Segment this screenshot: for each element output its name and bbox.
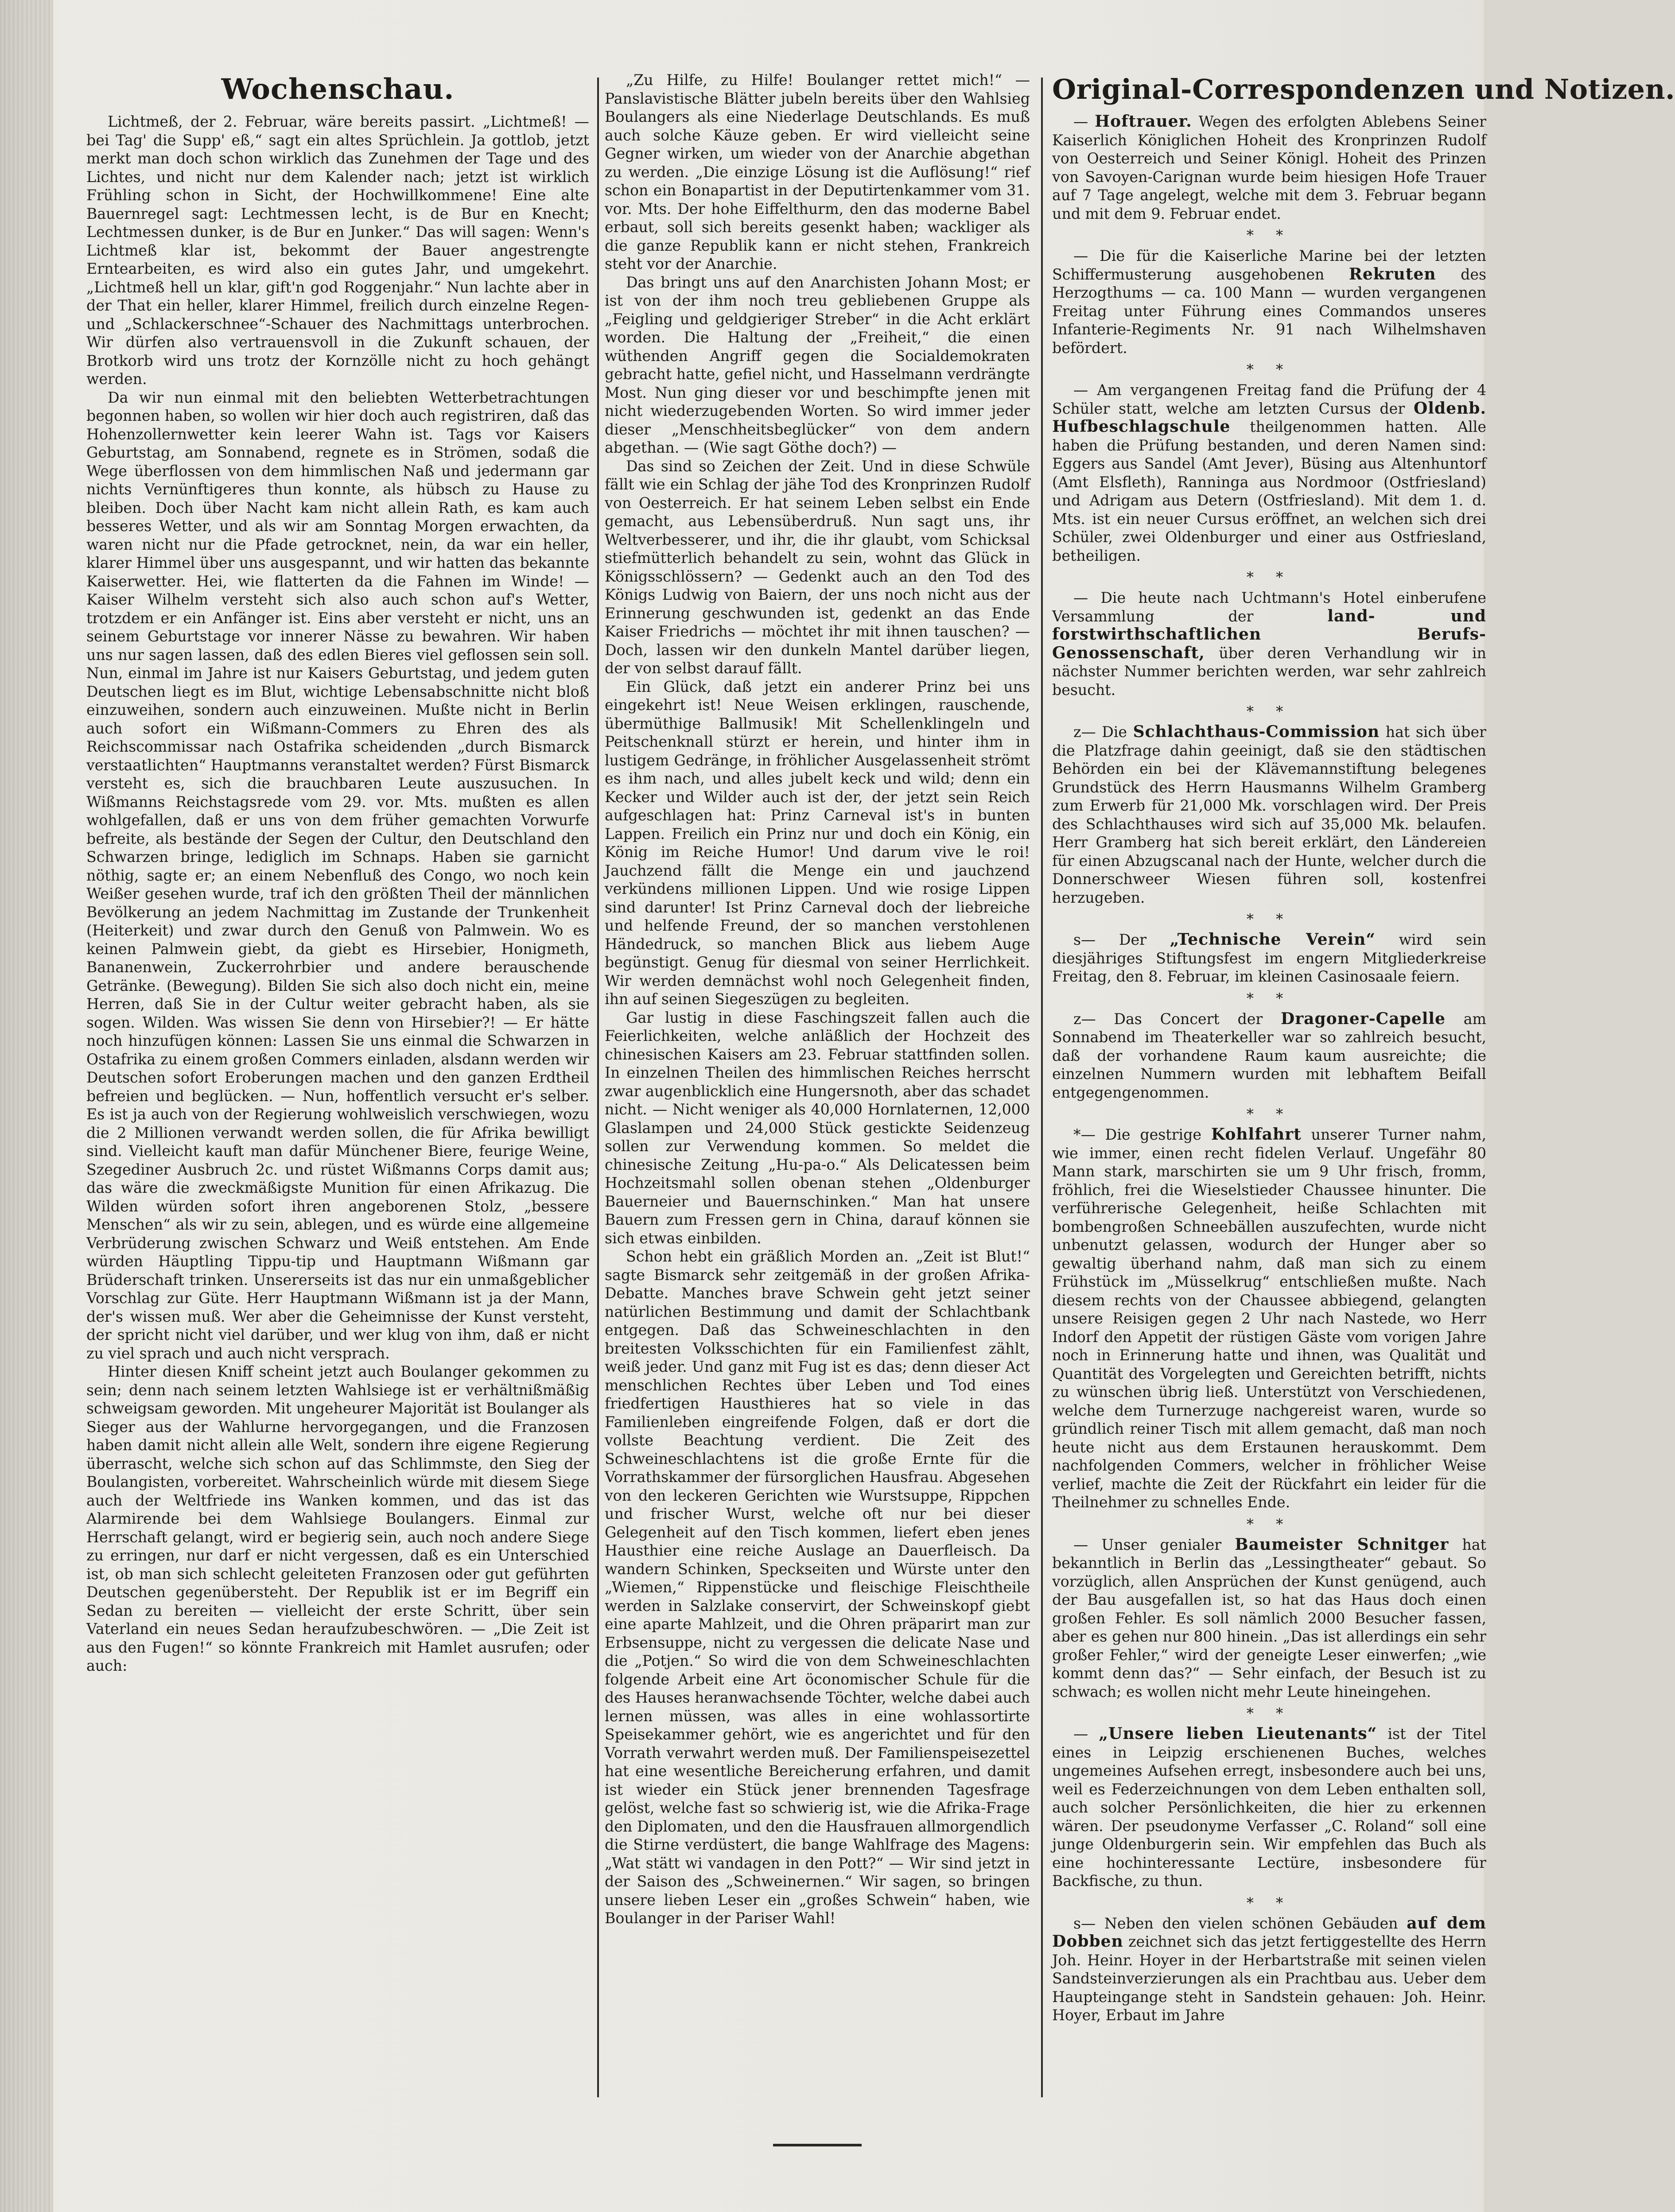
article-paragraph: Das bringt uns auf den Anarchisten Johann Most; er ist von der ihm noch treu gebliebenen Gruppe als „Feigling und geldgieriger Streber“ in die Acht erklärt worden. Die Haltung der „Freiheit,“ die einen wüthenden Angriff gegen die Socialdemokraten gebracht hatte, gefiel nicht, und Hasselmann verdrängte Most. Nun ging dieser vor und beschimpfte jenen mit nicht wiederzugebenden Worten. So wird immer jeder dieser „Menschheitsbeglücker“ von dem andern abgethan. — (Wie sagt Göthe doch?) — xyxy=(605,273,1030,456)
article-paragraph: Lichtmeß, der 2. Februar, wäre bereits passirt. „Lichtmeß! — bei Tag' die Supp' eß,“ sagt ein altes Sprüchlein. Ja gottlob, jetzt merkt man doch schon wirklich das Zunehmen der Tage und des Lichtes, und nicht nur dem Kalender nach; jetzt ist wirklich Frühling schon in Sicht, der Hochwillkommene! Eine alte Bauernregel sagt: Lechtmessen lecht, is de Bur en Knecht; Lechtmessen dunker, is de Bur en Junker.“ Das will sagen: Wenn's Lichtmeß klar ist, bekommt der Bauer angestrengte Erntearbeiten, es wird also ein gutes Jahr, und umgekehrt. „Lichtmeß hell un klar, gift'n god Roggenjahr.“ Nun lachte aber in der That ein heller, klarer Himmel, freilich durch einzelne Regen- und „Schlackerschnee“-Schauer des Nachmittags unterbrochen. Wir dürfen also vertrauensvoll in die Zukunft schauen, der Brotkorb wird uns trotz der Kornzölle nicht zu hoch gehängt werden. xyxy=(86,113,589,388)
separator-stars: * * xyxy=(1246,569,1292,586)
news-keyword: Oldenb. Hufbeschlagschule xyxy=(1052,399,1486,436)
separator-stars: * * xyxy=(1246,361,1292,378)
separator-stars: * * xyxy=(1246,1106,1292,1122)
column-notizen xyxy=(1052,71,1675,2170)
news-item: — Hoftrauer. Wegen des erfolgten Ablebens Seiner Kaiserlich Königlichen Hoheit des Kronprinzen Rudolf von Oesterreich und Seiner Königl. Hoheit des Prinzen von Savoyen-Carignan wurde beim hiesigen Hofe Trauer auf 7 Tage angelegt, welche mit dem 3. Februar begann und mit dem 9. Februar endet. xyxy=(1052,112,1486,222)
news-item: — Unser genialer Baumeister Schnitger hat bekanntlich in Berlin das „Lessingtheater“ gebaut. So vorzüglich, allen Ansprüchen der Kunst genügend, auch der Bau ausgefallen ist, so hat das Haus doch einen großen Fehler. Es soll nämlich 2000 Besucher fassen, aber es gehen nur 800 hinein. „Das ist allerdings ein sehr großer Fehler,“ wird der geneigte Leser einwerfen; „wie kommt denn das?“ — Sehr einfach, der Besuch ist zu schwach; es wollen nicht mehr Leute hineingehen. xyxy=(1052,1535,1487,1700)
article-paragraph: Da wir nun einmal mit den beliebten Wetterbetrachtungen begonnen haben, so wollen wir hier doch auch registriren, daß das Hohenzollernwetter kein leerer Wahn ist. Tags vor Kaisers Geburtstag, am Sonnabend, regnete es in Strömen, sodaß die Wege überflossen von dem himmlischen Naß und jedermann gar nichts Vernünftigeres thun konnte, als hübsch zu Hause zu bleiben. Doch über Nacht kam nicht allein Rath, es kam auch besseres Wetter, und als wir am Sonntag Morgen erwachten, da waren nicht nur die Pfade getrocknet, nein, da war ein heller, klarer Himmel über uns ausgespannt, und wir hatten das bekannte Kaiserwetter. Hei, wie flatterten da die Fahnen im Winde! — Kaiser Wilhelm versteht sich also auch schon auf's Wetter, trotzdem er ein Anfänger ist. Eins aber versteht er nicht, uns an seinem Geburtstage vor innerer Nässe zu bewahren. Wir haben uns nur sagen lassen, daß des edlen Bieres viel geflossen sein soll. Nun, einmal im Jahre ist nur Kaisers Geburtstag, und jedem guten Deutschen liegt es im Blut, wichtige Lebensabschnitte nicht bloß einzuweihen, sondern auch einzuweinen. Mußte nicht in Berlin auch sofort ein Wißmann-Commers zu Ehren des als Reichscommissar nach Ostafrika scheidenden „durch Bismarck verstaatlichten“ Hauptmanns veranstaltet werden? Fürst Bismarck versteht es, sich die brauchbaren Leute auszusuchen. In Wißmanns Reichstagsrede vom 29. vor. Mts. mußten es allen wohlgefallen, daß er uns von dem früher gemachten Vorwurfe befreite, als bestände der Segen der Cultur, den Deutschland den Schwarzen bringe, lediglich im Schnaps. Haben sie garnicht nöthig, sagte er; an einem Nebenfluß des Congo, wo noch kein Weißer gesehen wurde, traf ich den größten Theil der männlichen Bevölkerung an jedem Nachmittag im Zustande der Trunkenheit (Heiterkeit) und zwar durch den Genuß von Palmwein. Wo es keinen Palmwein giebt, da giebt es Hirsebier, Honigmeth, Bananenwein, Zuckerrohrbier und andere berauschende Getränke. (Bewegung). Bilden Sie sich also doch nicht ein, meine Herren, daß Sie in der Cultur weiter gebracht haben, als sie sogen. Wilden. Was wissen Sie denn von Hirsebier?! — Er hätte noch hinzufügen können: Lassen Sie uns einmal die Schwarzen in Ostafrika zu einem großen Commers einladen, alsdann werden wir Deutschen sofort Eroberungen machen und den ganzen Erdtheil befreien und beglücken. — Nun, hoffentlich versucht er's selber. Es ist ja auch von der Regierung wohlweislich verschwiegen, wozu die 2 Millionen verwandt werden sollen, die für Afrika bewilligt sind. Vielleicht kauft man dafür Münchener Biere, feurige Weine, Szegediner Ausbruch 2c. und rüstet Wißmanns Corps damit aus; das wäre die zweckmäßigste Munition für einen Afrikazug. Die Wilden würden sofort ihren angeborenen Stolz, „bessere Menschen“ als wir zu sein, ablegen, und es würde eine allgemeine Verbrüderung zwischen Schwarz und Weiß entstehen. Am Ende würden Häuptling Tippu-tip und Hauptmann Wißmann gar Brüderschaft trinken. Unsererseits ist das nur ein unmaßgeblicher Vorschlag zur Güte. Herr Hauptmann Wißmann ist ja der Mann, der's wissen muß. Wer aber die Geheimnisse der Kunst versteht, der spricht nicht viel darüber, und wer klug von ihm, daß er nicht zu viel sprach und auch nicht versprach. xyxy=(86,388,589,1362)
section-title-notizen: Original-Correspondenzen und Notizen. xyxy=(1052,73,1675,105)
separator-stars: * * xyxy=(1246,1515,1292,1533)
news-keyword: Hoftrauer. xyxy=(1095,112,1192,131)
news-keyword: Rekruten xyxy=(1349,264,1436,283)
article-title-wochenschau: Wochenschau. xyxy=(221,73,455,106)
article-paragraph: Ein Glück, daß jetzt ein anderer Prinz bei uns eingekehrt ist! Neue Weisen erklingen, rauschende, übermüthige Ballmusik! Mit Schellenklingeln und Peitschenknall stürzt er herein, und hinter ihm in lustigem Gedränge, in fröhlicher Ausgelassenheit strömt es ihm nach, und alles jubelt keck und wild; denn ein Kecker und Wilder auch ist der, der jetzt sein Reich aufgeschlagen hat: Prinz Carneval ist's in bunten Lappen. Freilich ein Prinz nur und doch ein König, ein König im Reiche Humor! Und darum vive le roi! Jauchzend fällt die Menge ein und jauchzend verkündens millionen Lippen. Und wie rosige Lippen sind darunter! Ist Prinz Carneval doch der liebreiche und helfende Freund, der so manchen verstohlenen Händedruck, so manchen Blick aus liebem Auge begünstigt. Genug für diesmal von seiner Herrlichkeit. Wir werden demnächst wohl noch Gelegenheit finden, ihn auf seinen Siegeszügen zu begleiten. xyxy=(605,678,1030,1008)
news-keyword: Kohlfahrt xyxy=(1211,1125,1302,1144)
news-keyword: Dragoner-Capelle xyxy=(1280,1009,1446,1028)
news-keyword: Baumeister Schnitger xyxy=(1235,1535,1449,1554)
separator-stars: * * xyxy=(1246,1705,1292,1722)
column-wochenschau-continued xyxy=(605,71,1030,2170)
article-end-rule xyxy=(773,2144,862,2146)
article-paragraph: Schon hebt ein gräßlich Morden an. „Zeit ist Blut!“ sagte Bismarck sehr zeitgemäß in der großen Afrika-Debatte. Manches brave Schwein geht jetzt seiner natürlichen Bestimmung und damit der Schlachtbank entgegen. Daß das Schweineschlachten in den breitesten Volksschichten für ein Familienfest zählt, weiß jeder. Und ganz mit Fug ist es das; denn dieser Act menschlichen Rechtes über Leben und Tod eines friedfertigen Hausthieres hat so viele in das Familienleben eingreifende Folgen, daß er dort die vollste Beachtung verdient. Die Zeit des Schweineschlachtens ist die große Ernte für die Vorrathskammer der fürsorglichen Hausfrau. Abgesehen von den leckeren Gerichten wie Wurstsuppe, Rippchen und frischer Wurst, welche oft nur bei dieser Gelegenheit auf den Tisch kommen, liefert eben jenes Hausthier eine reiche Auslage an Dauerfleisch. Da wandern Schinken, Speckseiten und Würste unter den „Wiemen,“ Rippenstücke und fleischige Fleischtheile werden in Salzlake conservirt, der Schweinskopf giebt eine aparte Mahlzeit, und die Ohren präparirt man zur Erbsensuppe, nicht zu vergessen die delicate Nase und die „Potjen.“ So wird die von dem Schweineschlachten folgende Arbeit eine Art öconomischer Schule für die des Hauses heranwachsende Töchter, welche dabei auch lernen müssen, was alles in eine wohlassortirte Speisekammer gehört, wie es angerichtet und für den Vorrath verwahrt werden muß. Der Familienspeisezettel hat eine wesentliche Bereicherung erfahren, und damit ist wieder ein Stück jener brennenden Tagesfrage gelöst, welche fast so schwierig ist, wie die Afrika-Frage den Diplomaten, und den die Hausfrauen allmorgendlich die Stirne verdüstert, die bange Wahlfrage des Magens: „Wat stätt wi vandagen in den Pott?“ — Wir sind jetzt in der Saison des „Schweinernen.“ Wir sagen, so bringen unsere lieben Leser ein „großes Schwein“ haben, wie Boulanger in der Pariser Wahl! xyxy=(605,1248,1030,1927)
news-keyword: land- und forstwirthschaftlichen Berufs-Genossenschaft, xyxy=(1052,606,1487,662)
news-item: z— Die Schlachthaus-Commission hat sich über die Platzfrage dahin geeinigt, daß sie den städtischen Behörden ein bei der Klävemannstiftung belegenes Grundstück des Herrn Hausmanns Wilhelm Gramberg zum Erwerb für 21,000 Mk. vorschlagen wird. Der Preis des Schlachthauses wird sich auf 35,000 Mk. belaufen. Herr Gramberg hat sich bereit erklärt, den Ländereien für einen Abzugscanal nach der Hunte, welcher durch die Donnerschweer Wiesen führen soll, kostenfrei herzugeben. xyxy=(1052,722,1486,906)
article-paragraph: Hinter diesen Kniff scheint jetzt auch Boulanger gekommen zu sein; denn nach seinem letzten Wahlsiege ist er verhältnißmäßig schweigsam geworden. Mit ungeheurer Majorität ist Boulanger als Sieger aus der Wahlurne hervorgegangen, und die Franzosen haben damit nicht allein alle Welt, sondern ihre eigene Regierung überrascht, welche sich schon auf das Schlimmste, den Sieg der Boulangisten, vorbereitet. Wahrscheinlich würde mit diesem Siege auch der Weltfriede ins Wanken kommen, und das ist das Alarmirende bei dem Wahlsiege Boulangers. Einmal zur Herrschaft gelangt, wird er begierig sein, auch noch andere Siege zu erringen, nur darf er nicht vergessen, daß es ein Unterschied ist, ob man sich schlecht geleiteten Franzosen oder gut geführten Deutschen gegenübersteht. Der Republik ist er im Begriff ein Sedan zu bereiten — vielleicht der erste Schritt, über sein Vaterland ein neues Sedan heraufzubeschwören. — „Die Zeit ist aus den Fugen!“ so könnte Frankreich mit Hamlet ausrufen; oder auch: xyxy=(86,1363,589,1674)
page-binding-edge xyxy=(0,0,53,2212)
news-keyword: auf dem Dobben xyxy=(1052,1913,1487,1951)
news-keyword: „Technische Verein“ xyxy=(1170,930,1376,949)
article-paragraph: „Zu Hilfe, zu Hilfe! Boulanger rettet mich!“ — Panslavistische Blätter jubeln bereits über den Wahlsieg Boulangers als eine Niederlage Deutschlands. Es muß auch solche Käuze geben. Er wird vielleicht seine Gegner wirken, um wieder von der Anarchie abgethan zu werden. „Die einzige Lösung ist die Auflösung!“ rief schon ein Bonapartist in der Deputirtenkammer vom 31. vor. Mts. Der hohe Eiffelthurm, den das moderne Babel erbaut, soll sich bereits gesenkt haben; wackliger als die ganze Republik kann er nicht stehen, Frankreich steht vor der Anarchie. xyxy=(605,71,1030,272)
news-keyword: „Unsere lieben Lieutenants“ xyxy=(1099,1724,1377,1743)
news-item: — Die für die Kaiserliche Marine bei der letzten Schiffermusterung ausgehobenen Rekruten des Herzogthums — ca. 100 Mann — wurden vergangenen Freitag unter Führung eines Commandos unseres Infanterie-Regiments Nr. 91 nach Wilhelmshaven befördert. xyxy=(1052,247,1486,357)
news-item: *— Die gestrige Kohlfahrt unserer Turner nahm, wie immer, einen recht fidelen Verlauf. Ungefähr 80 Mann stark, marschirten sie um 9 Uhr frisch, fromm, fröhlich, frei die Wieselstieder Chaussee hinunter. Die verführerische Gelegenheit, heiße Schlachten mit bombengroßen Schneebällen auszufechten, wurde nicht unbenutzt gelassen, wodurch der Hunger aber so gewaltig überhand nahm, daß man sich zu einem Frühstück im „Müsselkrug“ entschließen mußte. Nach diesem rechts von der Chaussee abbiegend, gelangten unsere Reisigen gegen 2 Uhr nach Nastede, wo Herr Indorf den Appetit der rüstigen Gäste vom vorigen Jahre noch in Erinnerung hatte und ihnen, was Qualität und Quantität des Vorgelegten und Gereichten betrifft, nichts zu wünschen übrig ließ. Unterstützt von Verschiedenen, welche dem Turnerzuge nachgereist waren, wurde so gründlich reiner Tisch mit allem gemacht, daß man noch heute nicht aus dem Erstaunen herauskommt. Dem nachfolgenden Commers, welcher in fröhlicher Weise verlief, machte die Zeit der Rückfahrt ein leider für die Theilnehmer zu schnelles Ende. xyxy=(1052,1125,1486,1511)
news-keyword: Schlachthaus-Commission xyxy=(1133,722,1380,741)
separator-stars: * * xyxy=(1246,227,1292,244)
separator-stars: * * xyxy=(1246,1894,1292,1911)
news-item: — Die heute nach Uchtmann's Hotel einberufene Versammlung der land- und forstwirthschaftlichen Berufs-Genossenschaft, über deren Verhandlung wir in nächster Nummer berichten werden, war sehr zahlreich besucht. xyxy=(1052,589,1487,699)
separator-stars: * * xyxy=(1246,703,1292,720)
news-item: — Am vergangenen Freitag fand die Prüfung der 4 Schüler statt, welche am letzten Cursus der Oldenb. Hufbeschlagschule theilgenommen hatten. Alle haben die Prüfung bestanden, und deren Namen sind: Eggers aus Sandel (Amt Jever), Büsing aus Altenhuntorf (Amt Elsfleth), Ranninga aus Nordmoor (Ostfriesland) und Adrigam aus Detern (Ostfriesland). Mit dem 1. d. Mts. ist ein neuer Cursus eröffnet, an welchen sich drei Schüler, zwei Oldenburger und einer aus Ostfriesland, betheiligen. xyxy=(1052,381,1486,564)
article-paragraph: Das sind so Zeichen der Zeit. Und in diese Schwüle fällt wie ein Schlag der jähe Tod des Kronprinzen Rudolf von Oesterreich. Er hat seinem Leben selbst ein Ende gemacht, aus Lebensüberdruß. Nun sagt uns, ihr Weltverbesserer, und ihr, die ihr glaubt, vom Schicksal stiefmütterlich behandelt zu sein, wohnt das Glück in Königsschlössern? — Gedenkt auch an den Tod des Königs Ludwig von Baiern, der uns noch nicht aus der Erinnerung geschwunden ist, gedenkt an das Ende Kaiser Friedrichs — möchtet ihr mit ihnen tauschen? — Doch, lassen wir den dunkeln Mantel darüber liegen, der von selbst darauf fällt. xyxy=(605,457,1030,677)
article-paragraph: Gar lustig in diese Faschingszeit fallen auch die Feierlichkeiten, welche anläßlich der Hochzeit des chinesischen Kaisers am 23. Februar stattfinden sollen. In einzelnen Theilen des himmlischen Reiches herrscht zwar augenblicklich eine Hungersnoth, aber das schadet nicht. — Nicht weniger als 40,000 Hornlaternen, 12,000 Glaslampen und 24,000 Stück gestickte Seidenzeug sollen zur Verwendung kommen. So meldet die chinesische Zeitung „Hu-pa-o.“ Als Delicatessen beim Hochzeitsmahl sollen obenan stehen „Oldenburger Bauerneier und Bauernschinken.“ Man hat unsere Bauern zum Fressen gern in China, darauf können sie sich etwas einbilden. xyxy=(605,1009,1030,1247)
news-item: s— Neben den vielen schönen Gebäuden auf dem Dobben zeichnet sich das jetzt fertiggestellte des Herrn Joh. Heinr. Hoyer in der Herbartstraße mit seinen vielen Sandsteinverzierungen als ein Prachtbau aus. Ueber dem Haupteingange steht in Sandstein gehauen: Joh. Heinr. Hoyer, Erbaut im Jahre xyxy=(1052,1913,1487,2024)
news-item: z— Das Concert der Dragoner-Capelle am Sonnabend im Theaterkeller war so zahlreich besucht, daß der vorhandene Raum kaum ausreichte; die einzelnen Nummern wurden mit lebhaftem Beifall entgegengenommen. xyxy=(1052,1009,1486,1101)
news-item: s— Der „Technische Verein“ wird sein diesjähriges Stiftungsfest im engern Mitgliederkreise Freitag, den 8. Februar, im kleinen Casinosaale feiern. xyxy=(1052,930,1486,985)
separator-stars: * * xyxy=(1246,911,1292,927)
column-rule-left xyxy=(597,78,599,2097)
news-item: — „Unsere lieben Lieutenants“ ist der Titel eines in Leipzig erschienenen Buches, welches ungemeines Aufsehen erregt, insbesondere auch bei uns, weil es Federzeichnungen von dem Leben enthalten soll, auch solcher Persönlichkeiten, die hier zu erkennen wären. Der pseudonyme Verfasser „C. Roland“ soll eine junge Oldenburgerin sein. Wir empfehlen das Buch als eine hochinteressante Lectüre, insbesondere für Backfische, zu thun. xyxy=(1052,1724,1486,1890)
separator-stars: * * xyxy=(1246,990,1292,1007)
column-rule-right xyxy=(1041,78,1043,2097)
column-wochenschau xyxy=(86,71,589,2170)
